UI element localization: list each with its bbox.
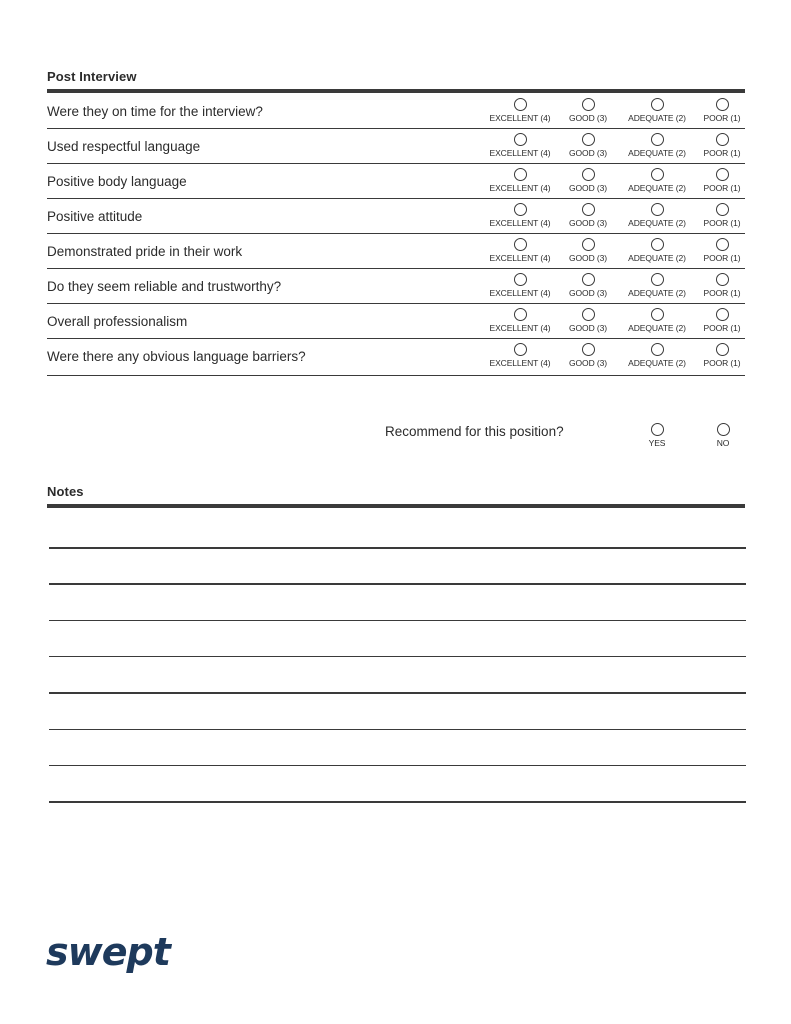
- rating-option[interactable]: [485, 238, 555, 263]
- recommend-no-option[interactable]: [703, 423, 743, 448]
- note-line[interactable]: [49, 692, 746, 694]
- rating-option[interactable]: [622, 168, 692, 193]
- rating-option[interactable]: [485, 203, 555, 228]
- rating-option-label: GOOD (3): [569, 358, 607, 368]
- rating-option[interactable]: [553, 273, 623, 298]
- rating-option-label: POOR (1): [703, 358, 741, 368]
- rating-option[interactable]: [687, 168, 757, 193]
- recommend-yes-radio[interactable]: [651, 423, 664, 436]
- rating-radio[interactable]: [582, 133, 595, 146]
- rating-radio[interactable]: [582, 343, 595, 356]
- rating-radio[interactable]: [651, 98, 664, 111]
- rating-option-label: GOOD (3): [569, 183, 607, 193]
- rating-option[interactable]: [622, 98, 692, 123]
- rating-radio[interactable]: [514, 168, 527, 181]
- note-line[interactable]: [49, 583, 746, 585]
- rating-option[interactable]: [622, 273, 692, 298]
- rating-option-label: POOR (1): [703, 113, 741, 123]
- rating-option[interactable]: [622, 308, 692, 333]
- rating-option-label: EXCELLENT (4): [489, 148, 551, 158]
- rating-radio[interactable]: [651, 343, 664, 356]
- swept-logo: swept: [46, 930, 170, 974]
- question-row: [47, 304, 745, 339]
- question-text: Overall professionalism: [47, 314, 188, 329]
- rating-radio[interactable]: [514, 273, 527, 286]
- question-row: [47, 269, 745, 304]
- rating-radio[interactable]: [716, 98, 729, 111]
- rating-option[interactable]: [687, 343, 757, 368]
- rating-radio[interactable]: [651, 308, 664, 321]
- question-text: Positive attitude: [47, 209, 143, 224]
- rating-option-label: GOOD (3): [569, 113, 607, 123]
- rating-option-label: POOR (1): [703, 148, 741, 158]
- rating-option-label: ADEQUATE (2): [628, 288, 686, 298]
- rating-option[interactable]: [687, 308, 757, 333]
- rating-option[interactable]: [553, 343, 623, 368]
- rating-radio[interactable]: [582, 308, 595, 321]
- rating-option-label: GOOD (3): [569, 288, 607, 298]
- rating-radio[interactable]: [716, 273, 729, 286]
- rating-option-label: POOR (1): [703, 183, 741, 193]
- rating-option-label: EXCELLENT (4): [489, 288, 551, 298]
- rating-option[interactable]: [687, 98, 757, 123]
- rating-option-label: EXCELLENT (4): [489, 253, 551, 263]
- question-row: [47, 164, 745, 199]
- note-line[interactable]: [49, 801, 746, 803]
- recommend-yes-label: YES: [648, 438, 666, 448]
- rating-option-label: POOR (1): [703, 288, 741, 298]
- note-line[interactable]: [49, 765, 746, 767]
- rating-option-label: EXCELLENT (4): [489, 113, 551, 123]
- note-line[interactable]: [49, 620, 746, 622]
- notes-title: Notes: [47, 484, 84, 499]
- rating-option[interactable]: [485, 168, 555, 193]
- rating-option[interactable]: [485, 343, 555, 368]
- rating-radio[interactable]: [716, 168, 729, 181]
- rating-option-label: EXCELLENT (4): [489, 183, 551, 193]
- rating-option[interactable]: [687, 203, 757, 228]
- rating-option-label: POOR (1): [703, 253, 741, 263]
- rating-option-label: ADEQUATE (2): [628, 218, 686, 228]
- question-text: Were there any obvious language barriers?: [47, 349, 306, 364]
- rating-option[interactable]: [553, 238, 623, 263]
- rating-option[interactable]: [485, 273, 555, 298]
- rating-option-label: EXCELLENT (4): [489, 218, 551, 228]
- question-row: [47, 94, 745, 129]
- rating-option[interactable]: [485, 98, 555, 123]
- rating-radio[interactable]: [651, 273, 664, 286]
- rating-option[interactable]: [687, 133, 757, 158]
- rating-radio[interactable]: [651, 203, 664, 216]
- rating-option-label: ADEQUATE (2): [628, 183, 686, 193]
- question-row: [47, 234, 745, 269]
- rating-radio[interactable]: [716, 238, 729, 251]
- rating-radio[interactable]: [582, 203, 595, 216]
- rating-option[interactable]: [553, 98, 623, 123]
- rating-radio[interactable]: [582, 238, 595, 251]
- post-interview-title: Post Interview: [47, 69, 137, 84]
- rating-radio[interactable]: [716, 343, 729, 356]
- rating-option-label: GOOD (3): [569, 148, 607, 158]
- rating-option-label: EXCELLENT (4): [489, 358, 551, 368]
- rating-radio[interactable]: [651, 133, 664, 146]
- rating-radio[interactable]: [651, 238, 664, 251]
- rating-option[interactable]: [622, 238, 692, 263]
- rating-radio[interactable]: [514, 238, 527, 251]
- rating-option[interactable]: [622, 343, 692, 368]
- question-text: Demonstrated pride in their work: [47, 244, 243, 259]
- rating-radio[interactable]: [514, 133, 527, 146]
- rating-option-label: ADEQUATE (2): [628, 253, 686, 263]
- rating-radio[interactable]: [514, 308, 527, 321]
- rating-option[interactable]: [485, 133, 555, 158]
- recommend-no-radio[interactable]: [717, 423, 730, 436]
- rating-option-label: GOOD (3): [569, 323, 607, 333]
- rating-option[interactable]: [622, 133, 692, 158]
- notes-divider: [47, 504, 745, 508]
- rating-option-label: EXCELLENT (4): [489, 323, 551, 333]
- question-row: [47, 339, 745, 376]
- rating-option-label: GOOD (3): [569, 253, 607, 263]
- rating-option-label: ADEQUATE (2): [628, 323, 686, 333]
- rating-option-label: POOR (1): [703, 218, 741, 228]
- rating-option-label: ADEQUATE (2): [628, 148, 686, 158]
- recommend-question: Recommend for this position?: [385, 424, 564, 439]
- rating-radio[interactable]: [582, 168, 595, 181]
- rating-option-label: ADEQUATE (2): [628, 358, 686, 368]
- rating-option[interactable]: [687, 273, 757, 298]
- rating-radio[interactable]: [514, 98, 527, 111]
- rating-option[interactable]: [553, 308, 623, 333]
- rating-radio[interactable]: [582, 273, 595, 286]
- rating-radio[interactable]: [514, 203, 527, 216]
- rating-option-label: POOR (1): [703, 323, 741, 333]
- rating-radio[interactable]: [514, 343, 527, 356]
- rating-option[interactable]: [485, 308, 555, 333]
- rating-radio[interactable]: [716, 133, 729, 146]
- question-text: Used respectful language: [47, 139, 201, 154]
- rating-option-label: GOOD (3): [569, 218, 607, 228]
- rating-option[interactable]: [553, 203, 623, 228]
- rating-radio[interactable]: [716, 203, 729, 216]
- post-interview-divider: [47, 89, 745, 93]
- rating-table: [47, 94, 745, 376]
- note-line[interactable]: [49, 656, 746, 658]
- rating-option[interactable]: [553, 168, 623, 193]
- rating-radio[interactable]: [651, 168, 664, 181]
- rating-option[interactable]: [622, 203, 692, 228]
- rating-option-label: ADEQUATE (2): [628, 113, 686, 123]
- rating-option[interactable]: [687, 238, 757, 263]
- note-line[interactable]: [49, 729, 746, 731]
- rating-radio[interactable]: [716, 308, 729, 321]
- question-text: Positive body language: [47, 174, 187, 189]
- recommend-no-label: NO: [716, 438, 730, 448]
- recommend-yes-option[interactable]: [637, 423, 677, 448]
- question-row: [47, 199, 745, 234]
- rating-radio[interactable]: [582, 98, 595, 111]
- question-text: Do they seem reliable and trustworthy?: [47, 279, 282, 294]
- question-text: Were they on time for the interview?: [47, 104, 263, 119]
- rating-option[interactable]: [553, 133, 623, 158]
- question-row: [47, 129, 745, 164]
- note-line[interactable]: [49, 547, 746, 549]
